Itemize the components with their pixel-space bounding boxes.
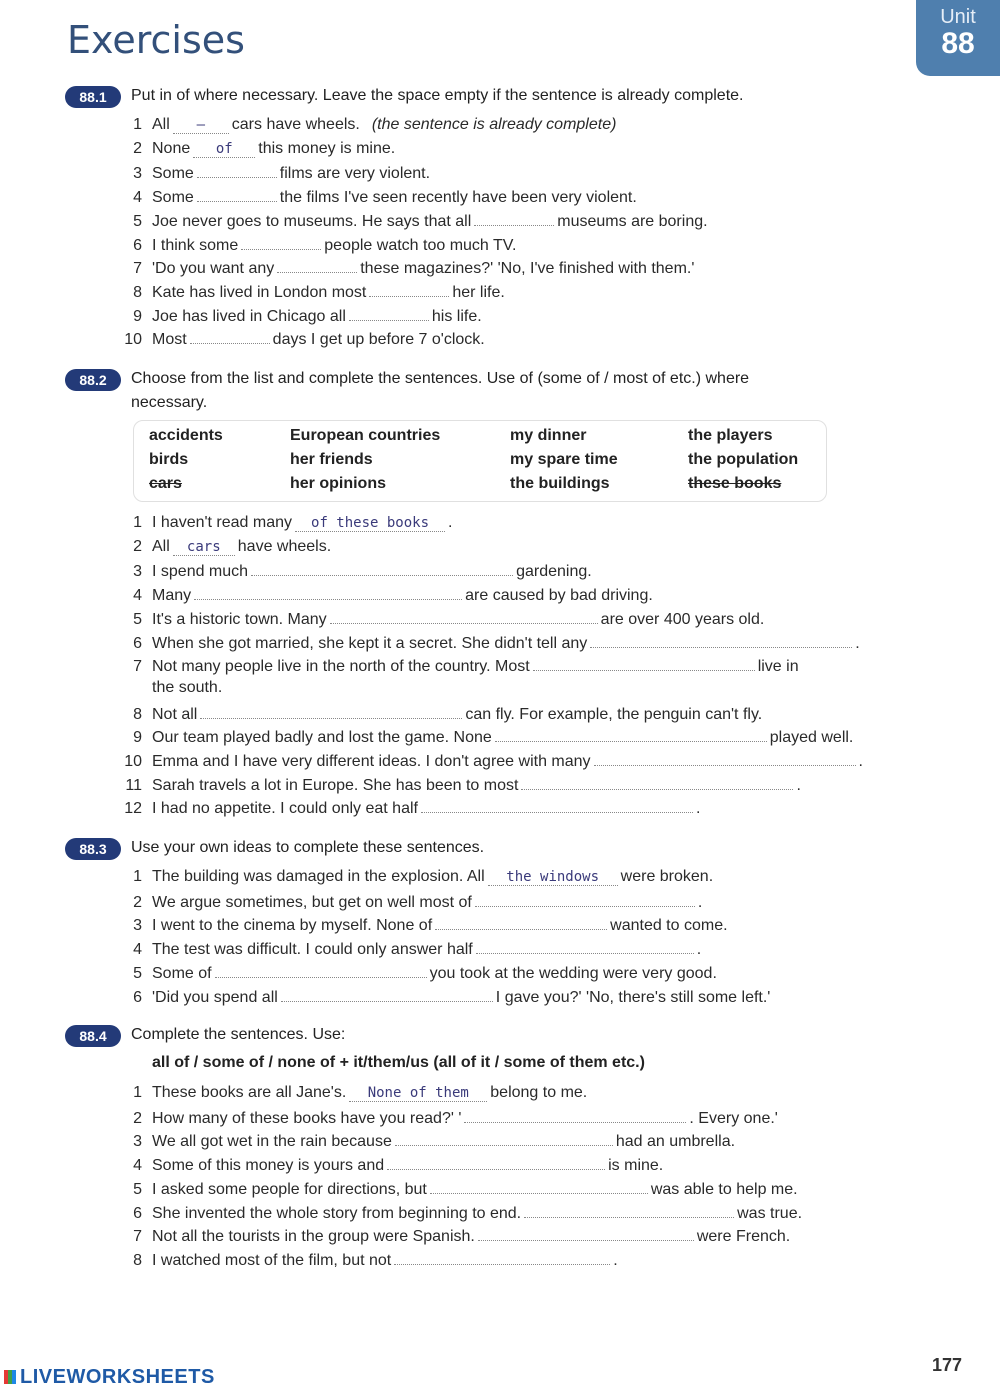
sentence-start: 'Do you want any [152, 260, 275, 278]
liveworksheets-logo [4, 1366, 215, 1389]
sentence-start: The test was difficult. I could only answer half [152, 941, 473, 959]
item-number: 4 [133, 189, 142, 207]
sentence-start: Not all [152, 705, 198, 723]
word-item-struck: cars [149, 475, 182, 492]
unit-number: 88 [941, 27, 975, 60]
answer-blank[interactable]: the windows [488, 869, 618, 886]
sentence-start: Some [152, 165, 194, 183]
answer-blank[interactable] [330, 607, 598, 624]
sentence-start: Our team played badly and lost the game. None [152, 729, 492, 747]
exercise-item [120, 1248, 618, 1270]
answer-blank[interactable] [190, 327, 270, 344]
answer-blank[interactable]: None of them [349, 1085, 487, 1102]
answer-blank[interactable] [197, 185, 277, 202]
answer-blank[interactable] [197, 161, 277, 178]
sentence-end: museums are boring. [557, 212, 708, 230]
item-number: 3 [133, 165, 142, 183]
sentence-end: played well. [769, 729, 854, 747]
sentence-end: had an umbrella. [615, 1133, 736, 1151]
sentence-end: his life. [431, 307, 482, 325]
sentence-start: I went to the cinema by myself. None of [152, 917, 433, 935]
item-number: 2 [133, 893, 142, 911]
item-number: 1 [133, 116, 142, 133]
exercise-item [120, 559, 592, 581]
sentence-start: How many of these books have you read?' ' [152, 1109, 462, 1127]
sentence-start: Joe has lived in Chicago all [152, 307, 346, 325]
sentence-continuation: the south. [152, 679, 223, 696]
sentence-start: Some [152, 189, 194, 207]
sentence-end: . [858, 753, 863, 770]
answer-blank[interactable]: – [173, 117, 229, 134]
sentence-start: We argue sometimes, but get on well most of [152, 893, 472, 911]
answer-blank[interactable] [251, 559, 513, 576]
sentence-start: Many [152, 587, 192, 605]
exercise-item [120, 749, 863, 771]
item-number: 6 [133, 236, 142, 254]
answer-blank[interactable] [476, 937, 694, 954]
logo-text: LIVEWORKSHEETS [20, 1366, 215, 1388]
sentence-end: are over 400 years old. [600, 610, 765, 628]
sentence-start: I haven't read many [152, 514, 293, 531]
sentence-start: I watched most of the film, but not [152, 1251, 392, 1269]
item-number: 1 [133, 514, 142, 531]
sentence-start: Kate has lived in London most [152, 283, 367, 301]
sentence-end: I gave you?' 'No, there's still some left.' [495, 988, 771, 1006]
exercise-item [120, 985, 770, 1007]
sentence-start: I think some [152, 236, 239, 254]
exercise-item [120, 1106, 778, 1128]
answer-blank[interactable] [435, 913, 607, 930]
answer-blank[interactable] [478, 1224, 694, 1241]
sentence-end: her life. [452, 283, 505, 301]
sentence-end: gardening. [516, 563, 592, 581]
sentence-end: . [697, 893, 703, 911]
answer-blank[interactable] [394, 1248, 610, 1265]
exercise-item [120, 280, 505, 302]
item-number: 10 [124, 753, 142, 770]
answer-blank[interactable]: of these books [295, 515, 445, 532]
item-number: 9 [133, 729, 142, 747]
sentence-end: . [855, 634, 860, 652]
answer-blank[interactable] [349, 304, 429, 321]
page-number: 177 [931, 1355, 962, 1375]
answer-blank[interactable] [395, 1129, 613, 1146]
exercise-item [120, 631, 860, 653]
item-number: 3 [133, 1133, 142, 1151]
item-number: 2 [133, 1109, 142, 1127]
exercise-item [120, 773, 801, 795]
sentence-end: have wheels. [237, 537, 332, 555]
item-number: 11 [125, 776, 142, 794]
sentence-start: Most [152, 331, 187, 349]
sentence-end: can fly. For example, the penguin can't fly. [465, 705, 763, 723]
sentence-start: All [152, 116, 170, 133]
sentence-end: this money is mine. [258, 139, 396, 157]
item-number: 7 [133, 658, 142, 676]
item-number: 12 [124, 800, 142, 818]
logo-icon [4, 1370, 16, 1384]
exercise-item [120, 937, 701, 959]
answer-blank[interactable] [521, 773, 793, 790]
word-item: her opinions [290, 475, 386, 492]
exercise-badge-88-1: 88.1 [65, 86, 121, 108]
exercise-item [120, 1224, 790, 1246]
item-number: 1 [133, 1084, 142, 1101]
sentence-end: . Every one.' [689, 1109, 778, 1127]
sentence-start: 'Did you spend all [152, 988, 278, 1006]
exercise-badge-88-2: 88.2 [65, 369, 121, 391]
answer-blank[interactable] [495, 725, 767, 742]
answer-blank[interactable] [474, 209, 554, 226]
exercise-item [120, 327, 485, 349]
sentence-end: these magazines?' 'No, I've finished with them.' [360, 260, 695, 278]
sentence-start: She invented the whole story from beginning to end. [152, 1204, 522, 1222]
word-item: birds [149, 451, 189, 468]
page-title: Exercises [67, 18, 245, 62]
exercise-instruction-88-4: Complete the sentences. Use: [131, 1026, 346, 1043]
item-number: 6 [133, 988, 142, 1006]
word-item: accidents [149, 427, 223, 444]
item-number: 5 [133, 964, 142, 982]
sentence-start: All [152, 537, 170, 555]
exercise-item [120, 161, 430, 183]
answer-blank[interactable] [533, 654, 755, 671]
item-number: 4 [133, 941, 142, 959]
answer-blank[interactable] [241, 233, 321, 250]
sentence-end: . [613, 1251, 618, 1269]
exercise-item [120, 185, 637, 207]
exercise-item [120, 304, 482, 326]
exercise-instruction-88-1: Put in of where necessary. Leave the space empty if the sentence is already complete. [131, 87, 744, 104]
exercise-item [120, 654, 799, 676]
sentence-end: films are very violent. [279, 165, 431, 183]
answer-blank[interactable] [421, 796, 693, 813]
exercise-item [120, 913, 728, 935]
answer-blank[interactable] [594, 749, 856, 766]
sentence-end: you took at the wedding were very good. [429, 964, 717, 982]
item-number: 2 [133, 139, 142, 157]
sentence-start: We all got wet in the rain because [152, 1133, 392, 1151]
exercise-item [120, 536, 331, 558]
sentence-start: It's a historic town. Many [152, 610, 327, 628]
sentence-note: (the sentence is already complete) [371, 116, 617, 133]
sentence-end: days I get up before 7 o'clock. [272, 331, 485, 349]
sentence-end: was true. [737, 1204, 803, 1222]
item-number: 7 [133, 1228, 142, 1246]
sentence-start: I spend much [152, 563, 249, 581]
answer-blank[interactable] [524, 1201, 734, 1218]
sentence-end: . [796, 776, 801, 794]
exercise-item [120, 1082, 587, 1104]
item-number: 7 [133, 260, 142, 278]
word-item: my dinner [510, 427, 587, 444]
sentence-start: I had no appetite. I could only eat half [152, 800, 418, 818]
item-number: 5 [133, 212, 142, 230]
item-number: 3 [133, 917, 142, 935]
word-item: my spare time [510, 451, 618, 468]
item-number: 6 [133, 1204, 142, 1222]
exercise-badge-88-4: 88.4 [65, 1025, 121, 1047]
sentence-end: the films I've seen recently have been very violent. [279, 189, 637, 207]
exercise-badge-88-3: 88.3 [65, 838, 121, 860]
exercise-item [120, 890, 702, 912]
exercise-item [120, 607, 764, 629]
exercise-instruction-88-3: Use your own ideas to complete these sentences. [131, 839, 485, 856]
exercise-instruction-88-2-cont: necessary. [131, 394, 208, 411]
sentence-start: None [152, 139, 191, 157]
answer-blank[interactable] [475, 890, 695, 907]
sentence-end: were French. [696, 1228, 791, 1246]
sentence-end: wanted to come. [610, 917, 728, 935]
sentence-start: These books are all Jane's. [152, 1084, 347, 1101]
answer-blank[interactable] [215, 961, 427, 978]
answer-blank[interactable] [430, 1177, 648, 1194]
sentence-start: Sarah travels a lot in Europe. She has been to most [152, 776, 519, 794]
word-list-box [133, 420, 827, 502]
answer-blank[interactable] [277, 256, 357, 273]
sentence-start: Not many people live in the north of the country. Most [152, 658, 530, 676]
sentence-end: people watch too much TV. [324, 236, 517, 254]
item-number: 5 [133, 610, 142, 628]
unit-tab [916, 0, 1000, 76]
word-item: the population [688, 451, 799, 468]
exercise-item [120, 796, 700, 818]
word-item: the players [688, 427, 773, 444]
unit-label: Unit [940, 6, 976, 28]
sentence-end: . [695, 800, 701, 818]
sentence-start: Some of this money is yours and [152, 1157, 385, 1175]
answer-blank[interactable] [281, 985, 493, 1002]
word-item-struck: these books [688, 475, 782, 492]
answer-blank[interactable] [194, 583, 462, 600]
sentence-start: Some of [152, 964, 212, 982]
sentence-start: I asked some people for directions, but [152, 1180, 427, 1198]
answer-blank[interactable] [464, 1106, 686, 1123]
exercise-formula: all of / some of / none of + it/them/us (all of it / some of them etc.) [152, 1054, 645, 1071]
exercise-item [120, 114, 616, 136]
exercise-item [120, 961, 717, 983]
exercise-item [120, 1201, 802, 1223]
word-item: her friends [290, 451, 373, 468]
item-number: 6 [133, 634, 142, 652]
exercise-item [120, 1153, 663, 1175]
exercise-item [120, 866, 713, 888]
sentence-start: When she got married, she kept it a secret. She didn't tell any [152, 634, 588, 652]
item-number: 5 [133, 1180, 142, 1198]
answer-blank[interactable] [387, 1153, 605, 1170]
answer-blank[interactable] [200, 702, 462, 719]
exercise-item [120, 1129, 735, 1151]
sentence-end: . [448, 514, 453, 531]
sentence-end: is mine. [608, 1157, 664, 1175]
sentence-end: are caused by bad driving. [465, 587, 653, 605]
item-number: 3 [133, 563, 142, 581]
exercise-item [120, 209, 708, 231]
sentence-end: live in [757, 658, 799, 676]
sentence-start: Joe never goes to museums. He says that all [152, 212, 472, 230]
answer-blank[interactable] [369, 280, 449, 297]
exercise-item [120, 512, 452, 534]
item-number: 2 [133, 537, 142, 555]
sentence-end: was able to help me. [650, 1180, 798, 1198]
sentence-start: The building was damaged in the explosion. All [152, 868, 485, 885]
answer-blank[interactable] [590, 631, 852, 648]
exercise-item [120, 233, 516, 255]
exercise-item [120, 583, 653, 605]
item-number: 4 [133, 587, 142, 605]
exercise-item [120, 1177, 798, 1199]
item-number: 4 [133, 1157, 142, 1175]
item-number: 9 [133, 307, 142, 325]
exercise-item [120, 702, 762, 724]
exercise-item [120, 138, 395, 160]
sentence-end: were broken. [620, 868, 714, 885]
item-number: 8 [133, 705, 142, 723]
word-item: the buildings [510, 475, 610, 492]
sentence-end: cars have wheels. [231, 116, 360, 133]
answer-blank[interactable]: cars [173, 539, 235, 556]
item-number: 1 [133, 868, 142, 885]
item-number: 10 [124, 331, 142, 349]
answer-blank[interactable]: of [193, 141, 255, 158]
exercise-item [120, 256, 694, 278]
sentence-end: . [696, 941, 702, 959]
sentence-end: belong to me. [490, 1084, 588, 1101]
exercise-instruction-88-2: Choose from the list and complete the sentences. Use of (some of / most of etc.) where [131, 370, 750, 387]
exercise-item [120, 725, 853, 747]
item-number: 8 [133, 283, 142, 301]
sentence-start: Not all the tourists in the group were Spanish. [152, 1228, 475, 1246]
item-number: 8 [133, 1251, 142, 1269]
sentence-start: Emma and I have very different ideas. I don't agree with many [152, 753, 591, 770]
word-item: European countries [290, 427, 441, 444]
